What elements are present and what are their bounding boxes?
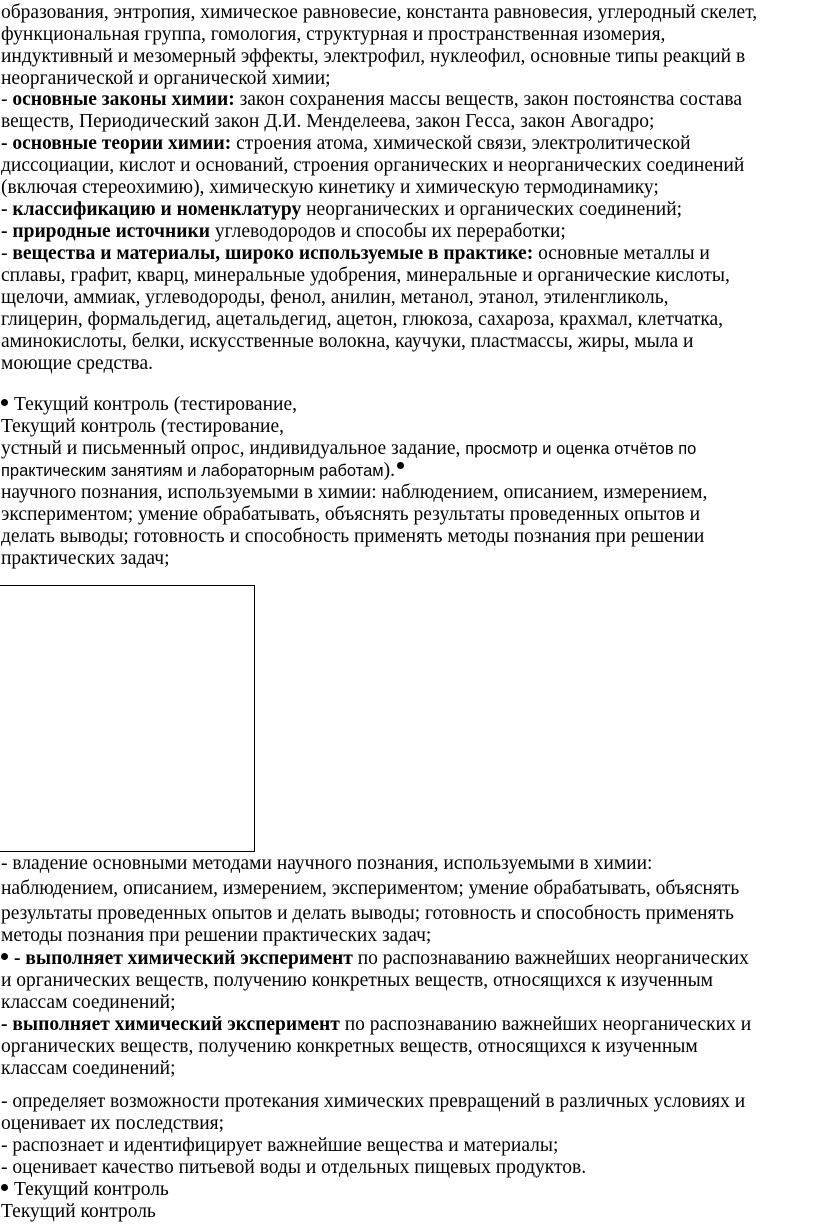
text-line: образования, энтропия, химическое равновесие, константа равновесия, углеродный скелет, [1,2,758,23]
control-line: Текущий контроль (тестирование, [1,394,707,416]
experiment-line: - выполняет химический эксперимент по распознаванию важнейших неорганических и [1,1014,752,1035]
natural-sources-line: - природные источники углеводородов и способы их переработки; [1,221,566,242]
text-line: аминокислоты, белки, искусственные волокна, каучуки, пластмассы, жиры, мыла и [1,331,694,352]
text-line: неорганической и органической химии; [1,68,331,89]
text-line: - оценивает качество питьевой воды и отдельных пищевых продуктов. [1,1157,587,1178]
text-line: и органических веществ, получению конкретных веществ, относящихся к изученным [1,970,714,991]
substances-line: - вещества и материалы, широко используемые в практике: основные металлы и [1,243,710,264]
text-line: наблюдением, описанием, измерением, экспериментом; умение обрабатывать, объяснять [1,878,740,899]
laws-line: - основные законы химии: закон сохранения массы веществ, закон постоянства состава [1,89,743,110]
outcomes-section [1,1091,745,1223]
natural-sources-heading: - природные источники [1,221,210,242]
experiment-line: - выполняет химический эксперимент по распознаванию важнейших неорганических [1,948,751,970]
text-line: веществ, Периодический закон Д.И. Менделеева, закон Гесса, закон Авогадро; [1,111,655,132]
text-line: экспериментом; умение обрабатывать, объяснять результаты проведенных опытов и [1,504,701,525]
control-section [1,394,707,570]
experiment-heading: - выполняет химический эксперимент [14,948,353,969]
bullet-icon [1,953,8,960]
text-line: классам соединений; [1,1058,176,1079]
theories-line: - основные теории химии: строения атома, химической связи, электролитической [1,133,691,154]
substances-heading: вещества и материалы, широко используемые в практике: [12,243,534,264]
experiment-heading: - выполняет химический эксперимент [1,1014,340,1035]
text-line: устный и письменный опрос, индивидуальное задание, просмотр и оценка отчётов по [1,438,697,459]
text-line: моющие средства. [1,353,154,374]
text-line: органических веществ, получению конкретных веществ, относящихся к изученным [1,1036,698,1057]
text-line: классам соединений; [1,992,176,1013]
text-line: практических задач; [1,548,170,569]
text-line: делать выводы; готовность и способность применять методы познания при решении [1,526,705,547]
topics-list [1,89,744,375]
text-line: практическим занятиям и лабораторным работам). [1,460,707,482]
text-line: методы познания при решении практических задач; [1,925,432,946]
image-placeholder [0,585,255,852]
control-line: Текущий контроль [1,1179,745,1201]
text-line: - владение основными методами научного познания, используемыми в химии: [1,853,653,874]
classification-heading: - классификацию и номенклатуру [1,199,302,220]
classification-line: - классификацию и номенклатуру неорганических и органических соединений; [1,199,683,220]
text-line: индуктивный и мезомерный эффекты, электрофил, нуклеофил, основные типы реакций в [1,46,746,67]
skills-section [1,853,751,1080]
intro-paragraph [1,2,757,90]
control-line: Текущий контроль (тестирование, [1,416,284,437]
bullet-icon [1,1184,8,1191]
bullet-icon [1,399,8,406]
text-line: - распознает и идентифицирует важнейшие вещества и материалы; [1,1135,559,1156]
text-line: глицерин, формальдегид, ацетальдегид, ацетон, глюкоза, сахароза, крахмал, клетчатка, [1,309,724,330]
text-line: функциональная группа, гомология, структурная и пространственная изомерия, [1,24,666,45]
text-line: диссоциации, кислот и оснований, строения органических и неорганических соединений [1,155,745,176]
theories-heading: - основные теории химии: [1,133,232,154]
text-line: оценивает их последствия; [1,1113,225,1134]
text-line: научного познания, используемыми в химии: наблюдением, описанием, измерением, [1,482,708,503]
text-line: сплавы, графит, кварц, минеральные удобрения, минеральные и органические кислоты, [1,265,730,286]
text-line: (включая стереохимию), химическую кинетику и химическую термодинамику; [1,177,659,198]
text-line: щелочи, аммиак, углеводороды, фенол, анилин, метанол, этанол, этиленгликоль, [1,287,669,308]
text-line: результаты проведенных опытов и делать выводы; готовность и способность применять [1,903,734,924]
bullet-icon [397,462,404,469]
text-line: - определяет возможности протекания химических превращений в различных условиях и [1,1091,746,1112]
control-line: Текущий контроль [1,1201,156,1222]
laws-heading: основные законы химии: [12,89,235,110]
